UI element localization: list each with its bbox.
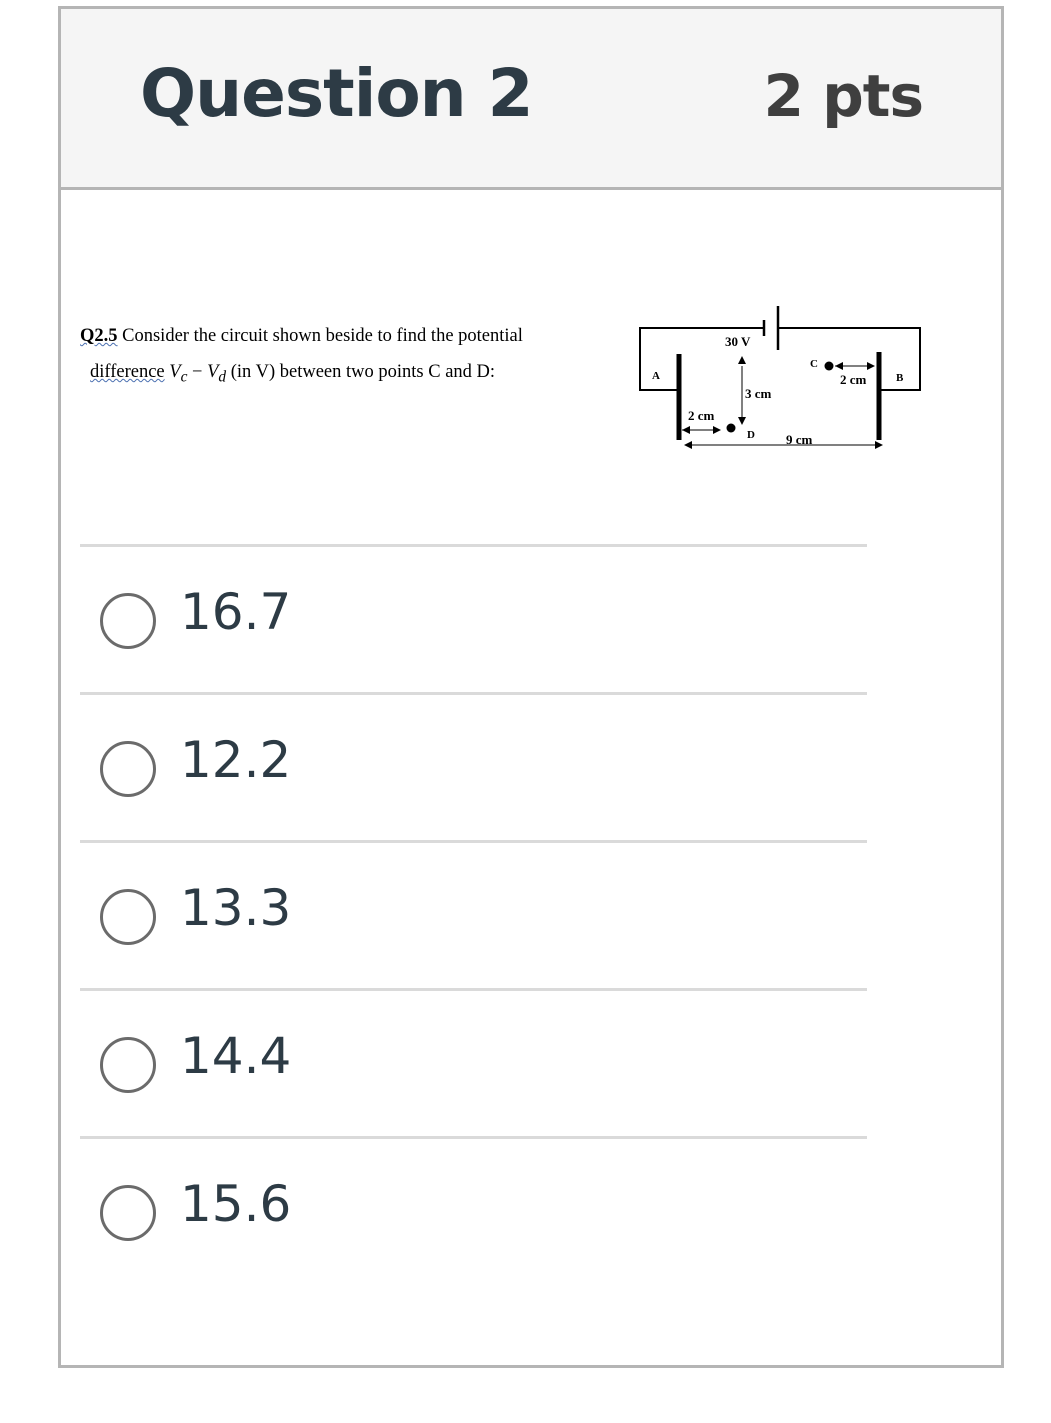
- question-text-line-1: [80, 318, 580, 354]
- label-b: B: [896, 372, 904, 384]
- label-c: C: [810, 358, 818, 370]
- var-vc: $V_c$: [169, 362, 188, 386]
- question-text-2: (in V) between two points C and D:: [230, 362, 496, 382]
- answer-option[interactable]: [80, 692, 867, 840]
- answer-label[interactable]: 14.4: [180, 1027, 292, 1085]
- answer-option[interactable]: [80, 1136, 867, 1284]
- question-text: [80, 318, 580, 396]
- label-2cm-c: 2 cm: [840, 372, 867, 387]
- label-30v: 30 V: [725, 334, 751, 349]
- answer-label[interactable]: 13.3: [180, 879, 292, 937]
- question-points: 2 pts: [763, 62, 923, 130]
- answer-option[interactable]: [80, 544, 867, 692]
- label-2cm-d: 2 cm: [688, 408, 715, 423]
- label-9cm: 9 cm: [786, 432, 813, 447]
- battery-icon: [764, 306, 778, 350]
- radio-button[interactable]: [100, 741, 156, 797]
- label-a: A: [652, 370, 660, 382]
- circuit-diagram: [578, 294, 928, 454]
- point-d-dot: [727, 424, 736, 433]
- question-text-line-2: [80, 354, 580, 396]
- radio-button[interactable]: [100, 1185, 156, 1241]
- radio-button[interactable]: [100, 593, 156, 649]
- question-text-difference: difference: [90, 362, 165, 382]
- question-text-1: Consider the circuit shown beside to find the potential: [122, 326, 523, 346]
- answer-label[interactable]: 12.2: [180, 731, 292, 789]
- question-number: Q2.5: [80, 326, 118, 346]
- radio-button[interactable]: [100, 889, 156, 945]
- answer-option[interactable]: [80, 988, 867, 1136]
- minus-sign: −: [192, 362, 203, 382]
- question-title: Question 2: [140, 55, 533, 132]
- var-vd: $V_d$: [207, 362, 227, 386]
- point-c-dot: [825, 362, 834, 371]
- label-d: D: [747, 429, 755, 441]
- answer-label[interactable]: 15.6: [180, 1175, 292, 1233]
- answer-option[interactable]: [80, 840, 867, 988]
- label-3cm: 3 cm: [745, 386, 772, 401]
- answer-label[interactable]: 16.7: [180, 583, 292, 641]
- question-header: [61, 9, 1001, 190]
- radio-button[interactable]: [100, 1037, 156, 1093]
- answer-list: [80, 544, 867, 1284]
